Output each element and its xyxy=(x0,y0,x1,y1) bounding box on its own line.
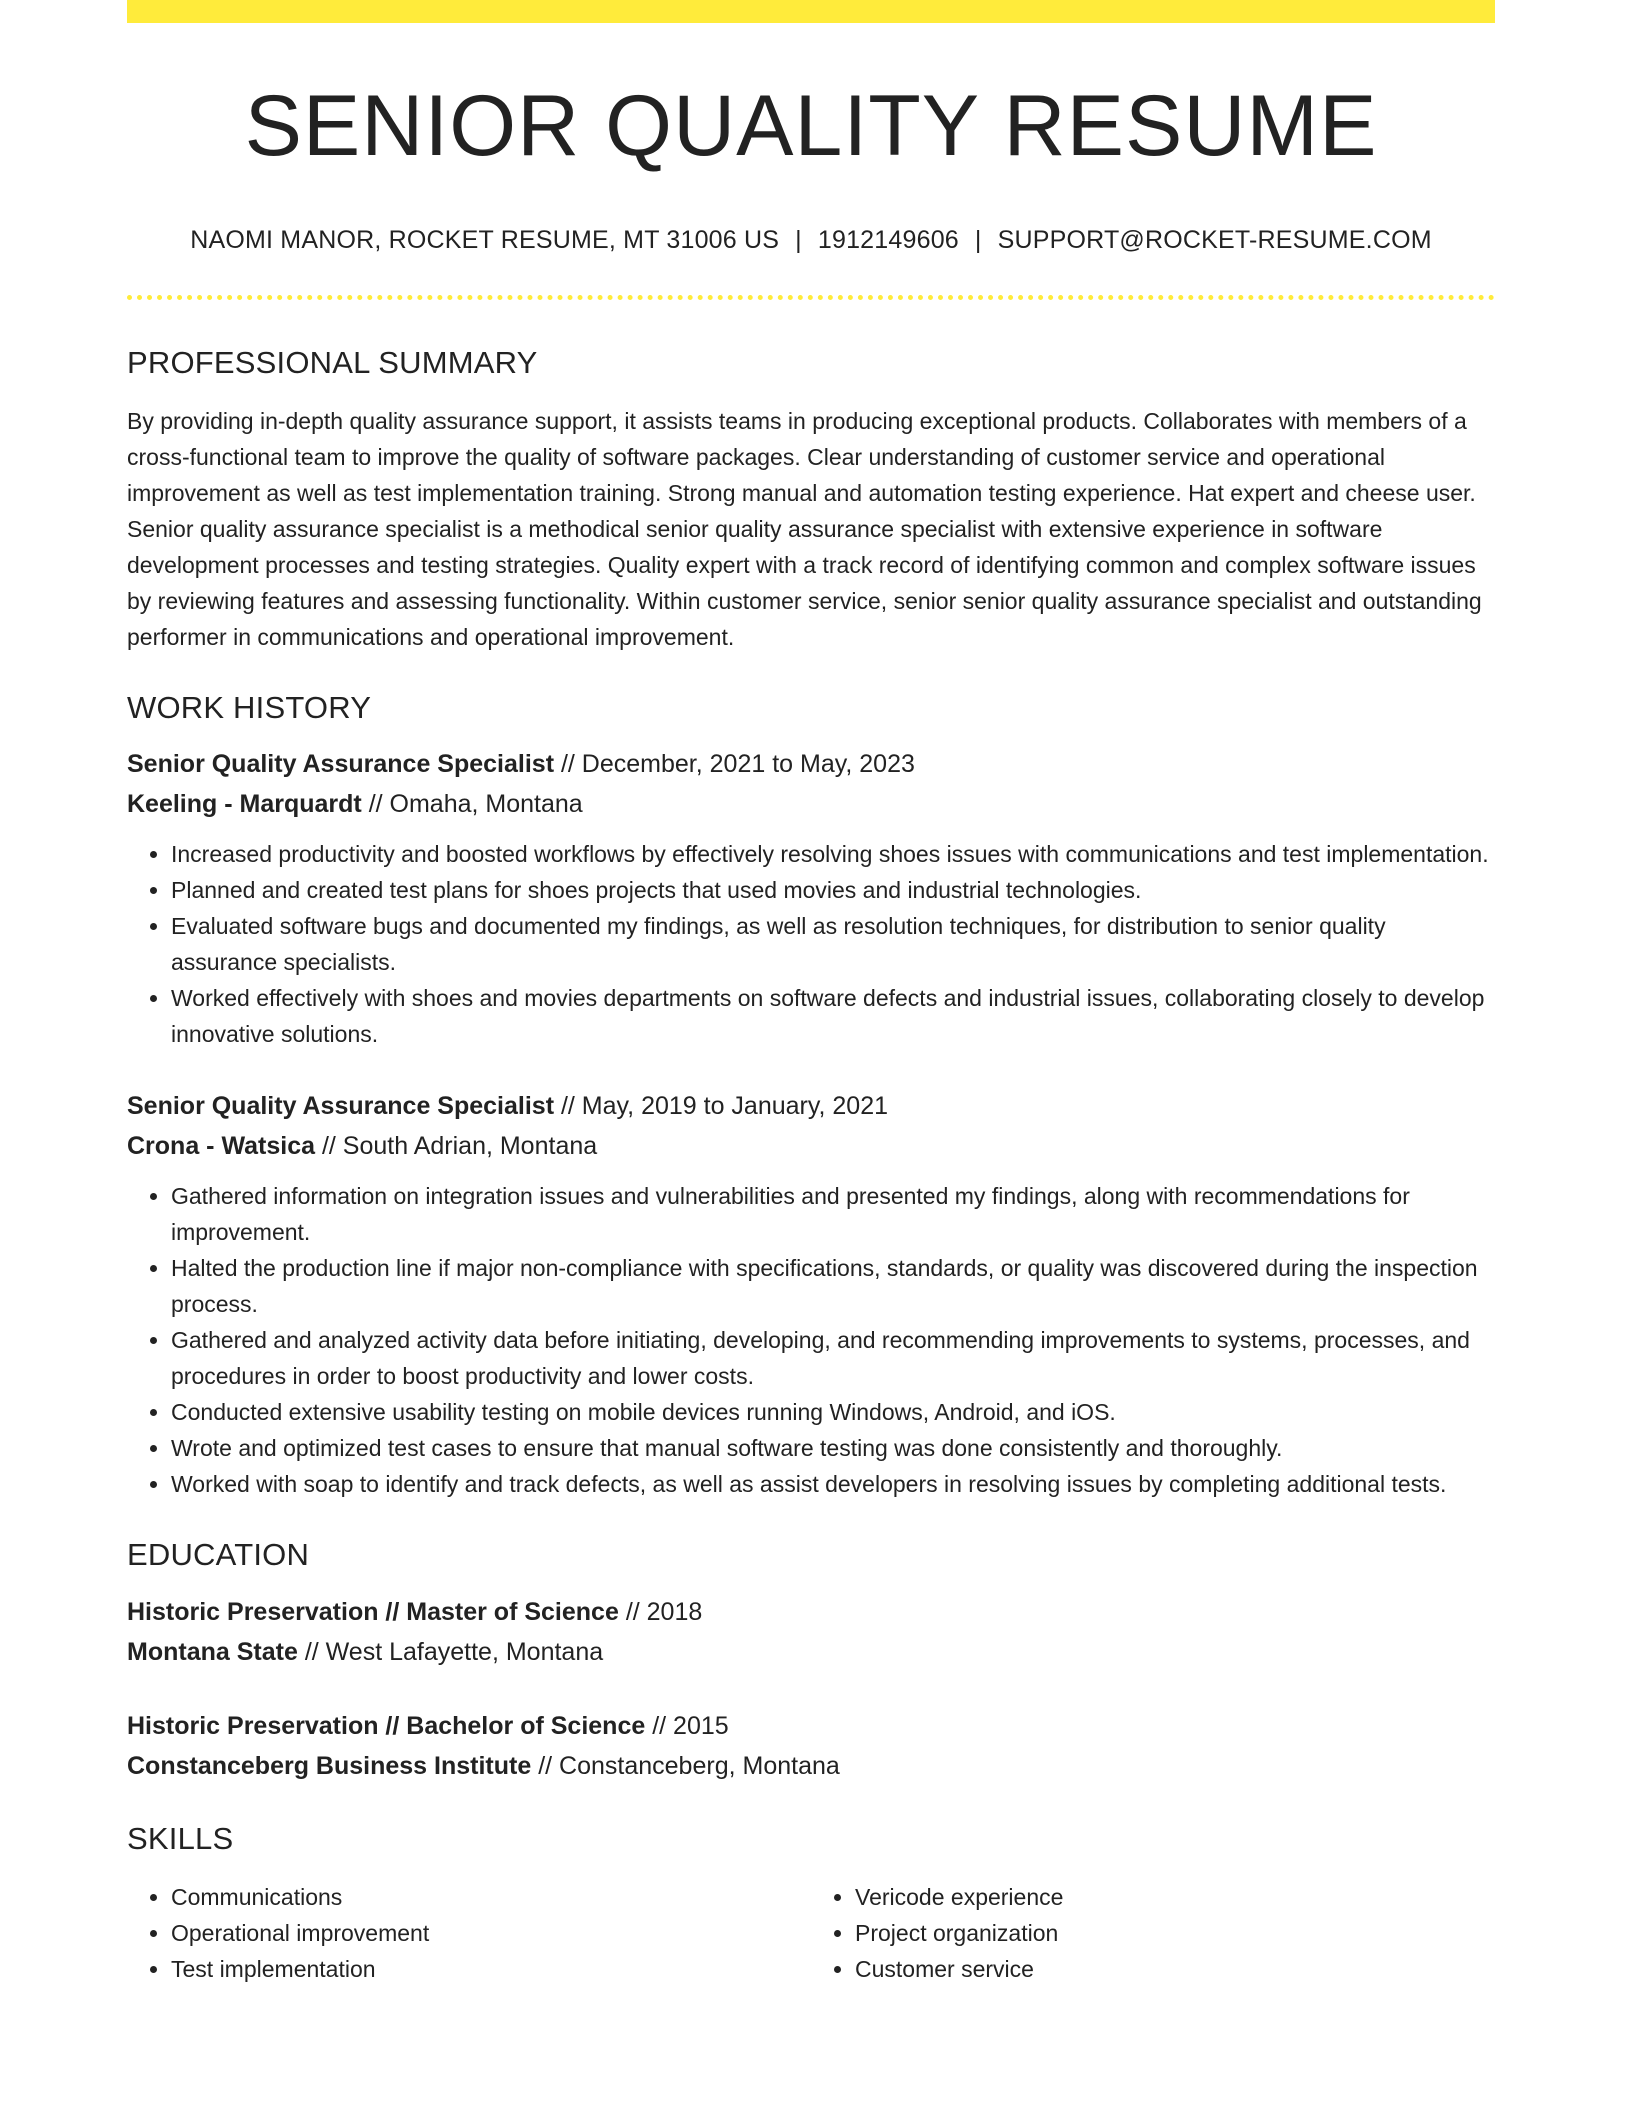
school-line xyxy=(127,1632,1495,1672)
skills-section xyxy=(127,1820,1495,1987)
dotted-divider xyxy=(127,295,1495,300)
degree-line xyxy=(127,1592,1495,1632)
top-accent-bar xyxy=(127,0,1495,23)
job-entry xyxy=(127,1086,1495,1502)
contact-phone: 1912149606 xyxy=(817,226,959,254)
work-history-heading: WORK HISTORY xyxy=(127,690,372,726)
skills-column-right xyxy=(811,1879,1495,1987)
skill-item: • Test implementation xyxy=(171,1951,811,1987)
education-section xyxy=(127,1536,1495,1785)
job-bullet: • Conducted extensive usability testing on mobile devices running Windows, Android, and iOS. xyxy=(171,1394,1495,1430)
job-company: Keeling - Marquardt xyxy=(127,790,362,819)
degree: Historic Preservation // Master of Science xyxy=(127,1597,619,1626)
education-heading: EDUCATION xyxy=(127,1537,310,1573)
job-entry xyxy=(127,744,1495,1052)
skill-item: • Communications xyxy=(171,1879,811,1915)
job-company-line xyxy=(127,1126,1495,1166)
degree-line xyxy=(127,1706,1495,1746)
degree: Historic Preservation // Bachelor of Science xyxy=(127,1711,646,1740)
work-history-section xyxy=(127,689,1495,1502)
resume-page xyxy=(127,0,1495,1987)
contact-email: SUPPORT@ROCKET-RESUME.COM xyxy=(997,226,1432,254)
job-title-line xyxy=(127,744,1495,784)
skills-column-left xyxy=(127,1879,811,1987)
job-bullet: • Planned and created test plans for shoes projects that used movies and industrial technologies. xyxy=(171,872,1495,908)
job-bullet: • Increased productivity and boosted workflows by effectively resolving shoes issues with communications and test implementation. xyxy=(171,836,1495,872)
job-dates: // May, 2019 to January, 2021 xyxy=(560,1092,889,1121)
job-bullet: • Gathered information on integration issues and vulnerabilities and presented my findings, along with recommendations for improvement. xyxy=(171,1178,1495,1250)
degree-year: // 2015 xyxy=(652,1711,729,1740)
summary-heading: PROFESSIONAL SUMMARY xyxy=(127,345,538,380)
school-name: Montana State xyxy=(127,1637,298,1666)
skills-grid xyxy=(127,1879,1495,1987)
degree-year: // 2018 xyxy=(625,1597,703,1626)
school-line xyxy=(127,1746,1495,1786)
school-name: Constanceberg Business Institute xyxy=(127,1751,532,1780)
job-location: // Omaha, Montana xyxy=(368,790,583,819)
skill-item: • Customer service xyxy=(855,1951,1495,1987)
job-dates: // December, 2021 to May, 2023 xyxy=(560,750,915,779)
job-title: Senior Quality Assurance Specialist xyxy=(127,1092,555,1121)
job-title: Senior Quality Assurance Specialist xyxy=(127,750,555,779)
skill-item: • Operational improvement xyxy=(171,1915,811,1951)
job-bullets xyxy=(127,1178,1495,1502)
summary-section xyxy=(127,344,1495,655)
resume-title: SENIOR QUALITY RESUME xyxy=(244,78,1378,174)
school-location: // Constanceberg, Montana xyxy=(538,1751,840,1780)
education-entry xyxy=(127,1592,1495,1672)
job-company: Crona - Watsica xyxy=(127,1132,316,1161)
school-location: // West Lafayette, Montana xyxy=(304,1637,604,1666)
job-bullet: • Gathered and analyzed activity data before initiating, developing, and recommending improvements to systems, processes, and procedures in order to boost productivity and lower costs. xyxy=(171,1322,1495,1394)
skill-item: • Project organization xyxy=(855,1915,1495,1951)
skills-heading: SKILLS xyxy=(127,1820,234,1856)
contact-address: NAOMI MANOR, ROCKET RESUME, MT 31006 US xyxy=(190,226,780,254)
contact-line xyxy=(127,225,1495,255)
job-bullets xyxy=(127,836,1495,1052)
job-bullet: • Worked with soap to identify and track defects, as well as assist developers in resolving issues by completing additional tests. xyxy=(171,1466,1495,1502)
job-bullet: • Evaluated software bugs and documented my findings, as well as resolution techniques, for distribution to senior quality assurance specialists. xyxy=(171,908,1495,980)
job-bullet: • Wrote and optimized test cases to ensure that manual software testing was done consistently and thoroughly. xyxy=(171,1430,1495,1466)
contact-separator: | xyxy=(795,226,802,254)
job-bullet: • Worked effectively with shoes and movies departments on software defects and industrial issues, collaborating closely to develop innovative solutions. xyxy=(171,980,1495,1052)
job-title-line xyxy=(127,1086,1495,1126)
skill-item: • Vericode experience xyxy=(855,1879,1495,1915)
contact-separator: | xyxy=(974,226,982,254)
job-location: // South Adrian, Montana xyxy=(321,1132,598,1161)
summary-text: By providing in-depth quality assurance support, it assists teams in producing exceptional products. Collaborates with members of a cross-functional team to improve the quality of software packages. Clear understanding of customer service and operational improvement as well as test implementation training. Strong manual and automation testing experience. Hat expert and cheese user. Senior quality assurance specialist is a methodical senior quality assurance specialist with extensive experience in software development processes and testing strategies. Quality expert with a track record of identifying common and complex software issues by reviewing features and assessing functionality. Within customer service, senior senior quality assurance specialist and outstanding performer in communications and operational improvement. xyxy=(127,408,1482,651)
job-company-line xyxy=(127,784,1495,824)
job-bullet: • Halted the production line if major non-compliance with specifications, standards, or quality was discovered during the inspection process. xyxy=(171,1250,1495,1322)
education-entry xyxy=(127,1706,1495,1786)
